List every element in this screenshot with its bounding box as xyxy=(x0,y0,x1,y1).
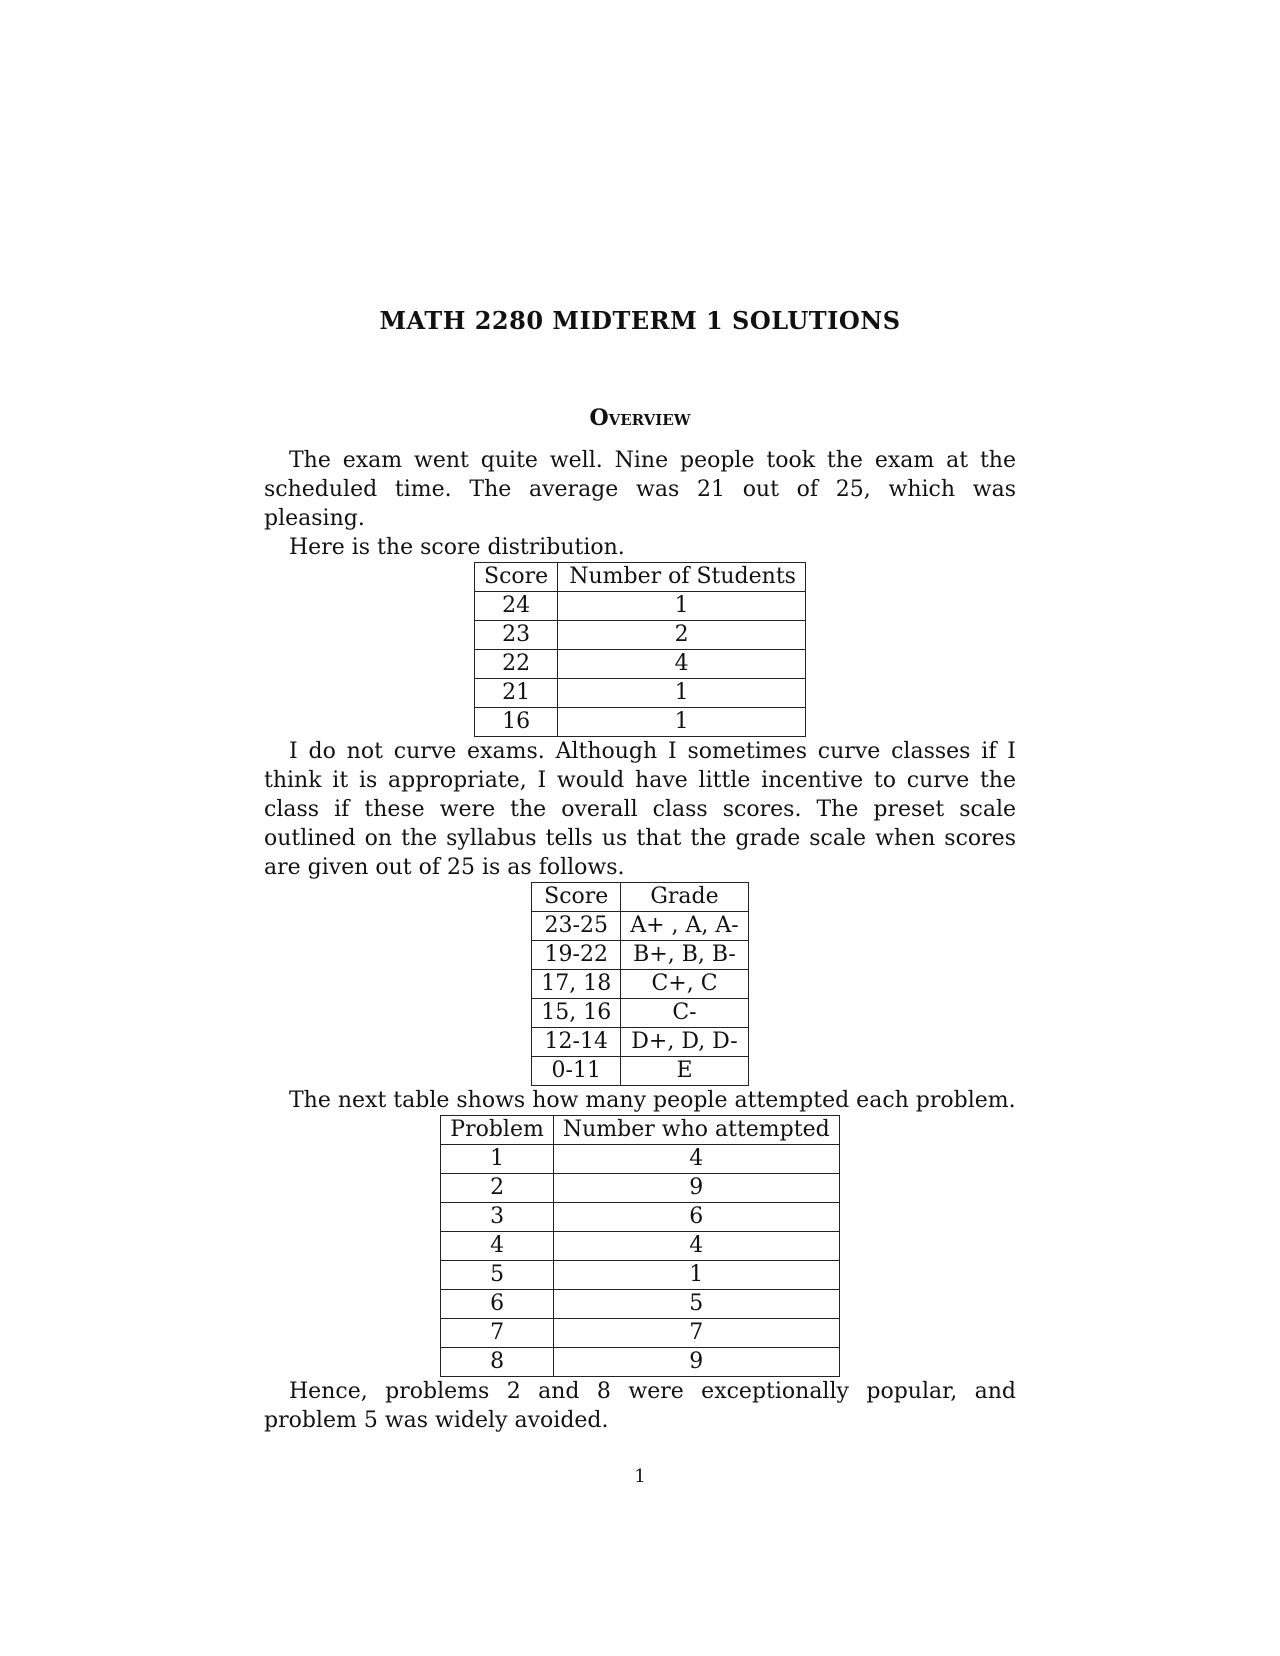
table-row xyxy=(441,1174,839,1203)
table-cell: 4 xyxy=(441,1232,554,1261)
problem-attempts-table xyxy=(440,1115,839,1377)
table-cell: 7 xyxy=(441,1319,554,1348)
table-cell: 6 xyxy=(553,1203,839,1232)
table-cell: 4 xyxy=(558,650,806,679)
table-row xyxy=(532,912,748,941)
table-cell: 2 xyxy=(558,621,806,650)
table-cell: 7 xyxy=(553,1319,839,1348)
document-title: MATH 2280 MIDTERM 1 SOLUTIONS xyxy=(379,306,901,335)
document-body xyxy=(264,446,1016,1435)
page-number: 1 xyxy=(634,1466,646,1487)
table-header-row xyxy=(532,883,748,912)
table-row xyxy=(475,621,806,650)
paragraph-conclusion: Hence, problems 2 and 8 were exceptionally popular, and problem 5 was widely avoided. xyxy=(264,1379,1016,1433)
column-header: Problem xyxy=(441,1116,554,1145)
table-cell: 1 xyxy=(441,1145,554,1174)
table-cell: 4 xyxy=(553,1145,839,1174)
table-cell: 0-11 xyxy=(532,1057,621,1086)
table-cell: C- xyxy=(621,999,749,1028)
table-row xyxy=(532,1028,748,1057)
table-cell: 21 xyxy=(475,679,558,708)
table-row xyxy=(441,1319,839,1348)
paragraph-curve-policy: I do not curve exams. Although I sometimes curve classes if I think it is appropriate, I would have little incentive to curve the class if these were the overall class scores. The preset scale outlined on the syllabus tells us that the grade scale when scores are given out of 25 is as follows. xyxy=(264,739,1016,880)
paragraph-attempts-lead: The next table shows how many people attempted each problem. xyxy=(289,1088,1016,1113)
section-heading-overview: Overview xyxy=(589,405,691,431)
table-row xyxy=(532,970,748,999)
table-row xyxy=(532,1057,748,1086)
paragraph-intro: The exam went quite well. Nine people took the exam at the scheduled time. The average was 21 out of 25, which was pleasing. xyxy=(264,448,1016,531)
table-header-row xyxy=(441,1116,839,1145)
table-row xyxy=(441,1261,839,1290)
table-row xyxy=(532,999,748,1028)
table-cell: E xyxy=(621,1057,749,1086)
table-row xyxy=(441,1232,839,1261)
table-row xyxy=(475,592,806,621)
table-cell: 24 xyxy=(475,592,558,621)
table-cell: 23 xyxy=(475,621,558,650)
table-cell: 19-22 xyxy=(532,941,621,970)
table-cell: 15, 16 xyxy=(532,999,621,1028)
table-row xyxy=(475,708,806,737)
table-cell: 1 xyxy=(558,708,806,737)
column-header: Score xyxy=(475,563,558,592)
table-cell: B+, B, B- xyxy=(621,941,749,970)
table-cell: 1 xyxy=(558,679,806,708)
column-header: Number who attempted xyxy=(553,1116,839,1145)
table-cell: 1 xyxy=(553,1261,839,1290)
grade-scale-table xyxy=(531,882,748,1086)
table-cell: 5 xyxy=(553,1290,839,1319)
table-row xyxy=(475,650,806,679)
table-row xyxy=(532,941,748,970)
table-cell: 16 xyxy=(475,708,558,737)
table-cell: 6 xyxy=(441,1290,554,1319)
table-cell: 2 xyxy=(441,1174,554,1203)
table-cell: 12-14 xyxy=(532,1028,621,1057)
table-cell: 23-25 xyxy=(532,912,621,941)
table-cell: 17, 18 xyxy=(532,970,621,999)
table-row xyxy=(441,1290,839,1319)
score-distribution-table xyxy=(474,562,806,737)
table-cell: 22 xyxy=(475,650,558,679)
table-cell: 9 xyxy=(553,1348,839,1377)
table-row xyxy=(441,1348,839,1377)
table-cell: A+ , A, A- xyxy=(621,912,749,941)
column-header: Grade xyxy=(621,883,749,912)
table-cell: 8 xyxy=(441,1348,554,1377)
table-cell: 9 xyxy=(553,1174,839,1203)
column-header: Number of Students xyxy=(558,563,806,592)
paragraph-distribution-lead: Here is the score distribution. xyxy=(289,535,625,560)
table-row xyxy=(441,1145,839,1174)
table-cell: C+, C xyxy=(621,970,749,999)
column-header: Score xyxy=(532,883,621,912)
table-cell: 1 xyxy=(558,592,806,621)
table-row xyxy=(441,1203,839,1232)
table-header-row xyxy=(475,563,806,592)
table-cell: 4 xyxy=(553,1232,839,1261)
table-cell: 5 xyxy=(441,1261,554,1290)
table-cell: 3 xyxy=(441,1203,554,1232)
table-row xyxy=(475,679,806,708)
table-cell: D+, D, D- xyxy=(621,1028,749,1057)
